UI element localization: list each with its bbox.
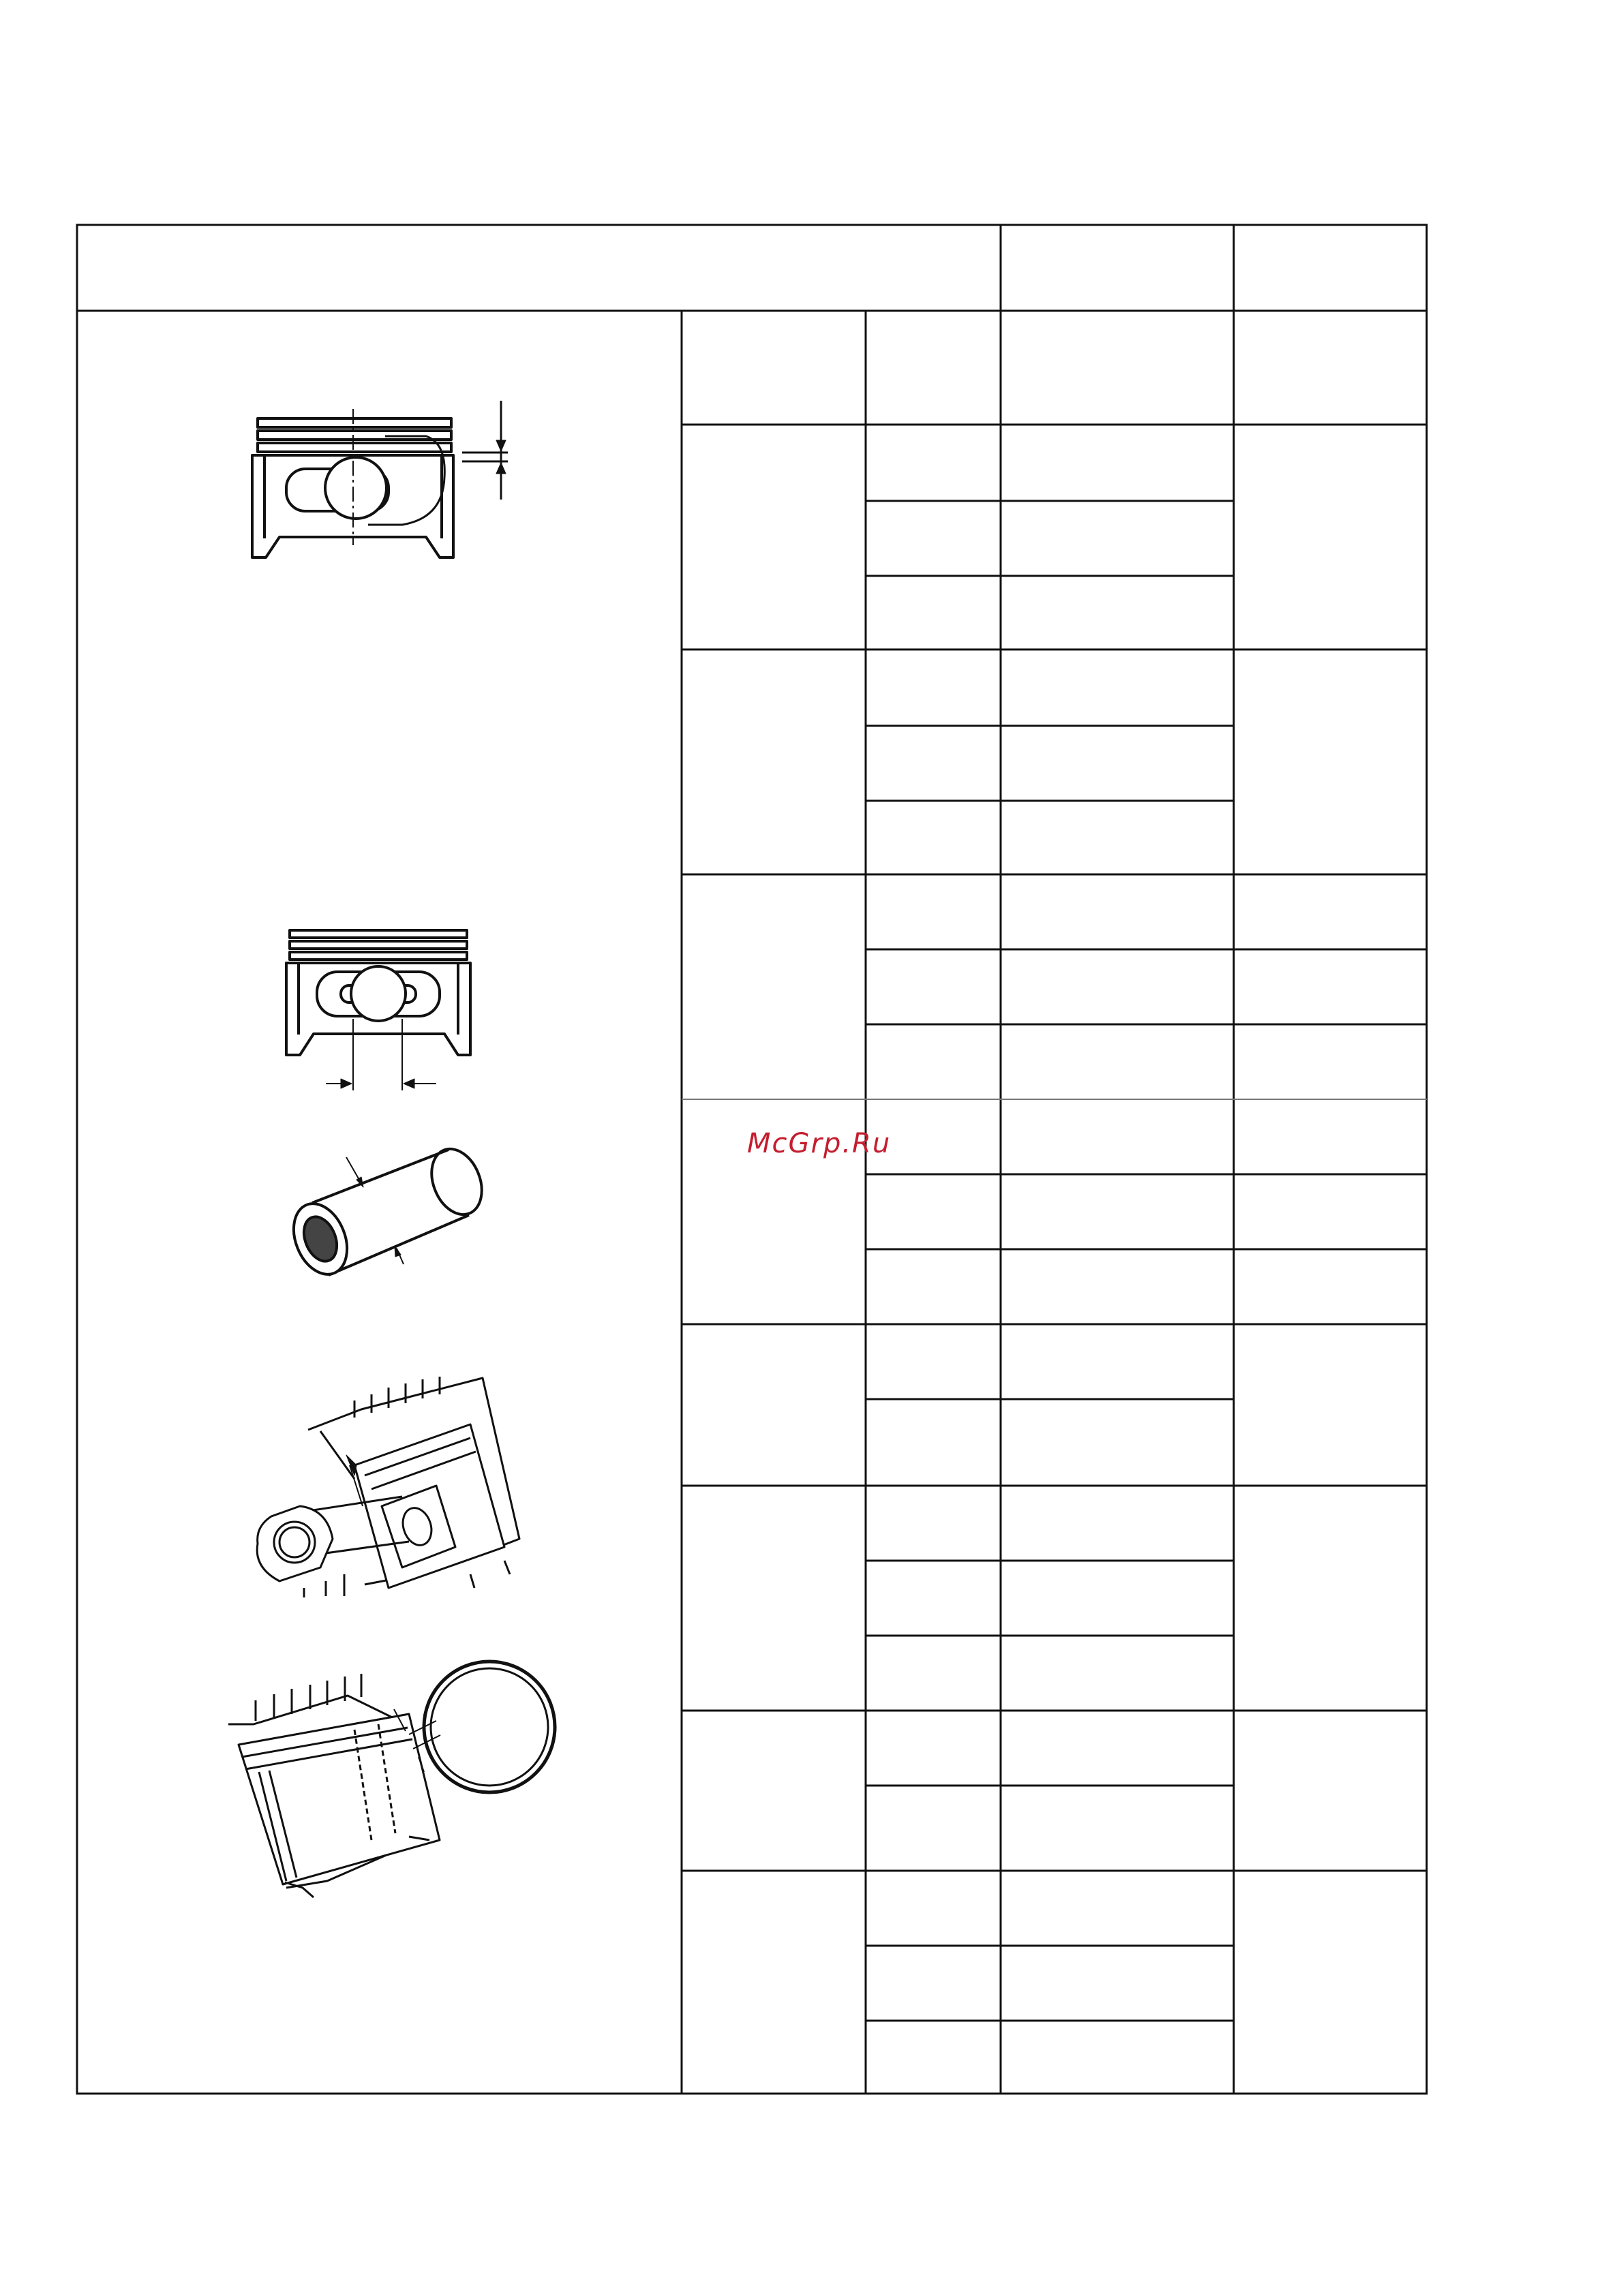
sub-row-rules-narrow: [866, 501, 1234, 2021]
piston-pin-bore-drawing: [286, 930, 470, 1090]
watermark-text: McGrp.Ru: [747, 1128, 892, 1159]
connecting-rod-small-end-drawing: [257, 1377, 519, 1597]
piston-ring-end-gap-drawing: [228, 1662, 555, 1897]
piston-ring-side-clearance-drawing: [252, 401, 508, 557]
piston-pin-drawing: [284, 1142, 491, 1283]
